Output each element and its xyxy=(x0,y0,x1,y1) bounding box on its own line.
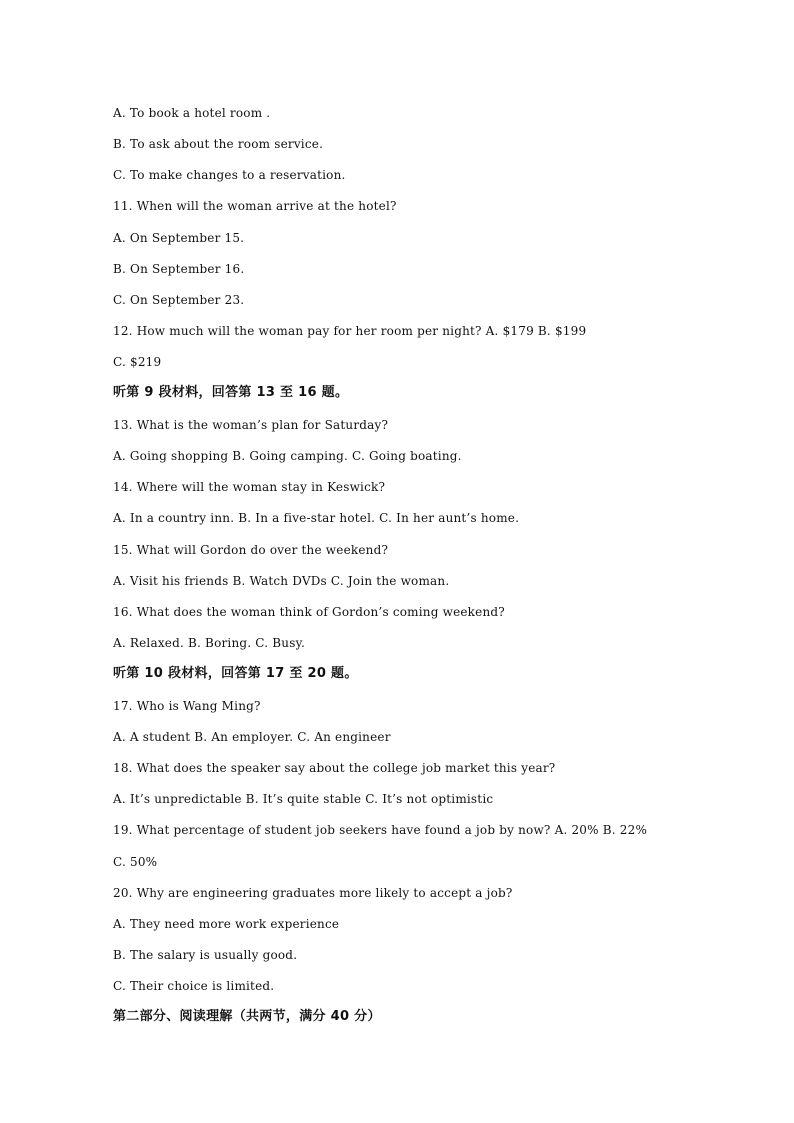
option-c-q20: C. Their choice is limited. xyxy=(113,979,275,993)
question-16: 16. What does the woman think of Gordon’s coming weekend? xyxy=(113,605,505,619)
part-two-heading: 第二部分、阅读理解（共两节，满分 40 分） xyxy=(113,1009,381,1024)
options-q16: A. Relaxed. B. Boring. C. Busy. xyxy=(113,636,305,650)
options-q18: A. It’s unpredictable B. It’s quite stable C. It’s not optimistic xyxy=(113,792,494,806)
question-20: 20. Why are engineering graduates more likely to accept a job? xyxy=(113,886,513,900)
option-b-q11: B. On September 16. xyxy=(113,262,245,276)
question-18: 18. What does the speaker say about the college job market this year? xyxy=(113,761,556,775)
option-c-q12: C. $219 xyxy=(113,355,162,369)
question-11: 11. When will the woman arrive at the hotel? xyxy=(113,199,397,213)
option-a-q11: A. On September 15. xyxy=(113,231,245,245)
option-c-q19: C. 50% xyxy=(113,855,158,869)
question-12: 12. How much will the woman pay for her room per night? A. $179 B. $199 xyxy=(113,324,587,338)
question-15: 15. What will Gordon do over the weekend? xyxy=(113,543,389,557)
option-b-q10: B. To ask about the room service. xyxy=(113,137,324,151)
option-c-q11: C. On September 23. xyxy=(113,293,245,307)
options-q13: A. Going shopping B. Going camping. C. Going boating. xyxy=(113,449,462,463)
option-c-q10: C. To make changes to a reservation. xyxy=(113,168,346,182)
section-heading-material-9: 听第 9 段材料，回答第 13 至 16 题。 xyxy=(113,385,349,400)
options-q17: A. A student B. An employer. C. An engineer xyxy=(113,730,391,744)
question-13: 13. What is the woman’s plan for Saturday? xyxy=(113,418,389,432)
options-q14: A. In a country inn. B. In a five-star hotel. C. In her aunt’s home. xyxy=(113,511,520,525)
question-17: 17. Who is Wang Ming? xyxy=(113,699,261,713)
option-b-q20: B. The salary is usually good. xyxy=(113,948,298,962)
option-a-q20: A. They need more work experience xyxy=(113,917,340,931)
options-q15: A. Visit his friends B. Watch DVDs C. Join the woman. xyxy=(113,574,450,588)
option-a-q10: A. To book a hotel room . xyxy=(113,106,271,120)
section-heading-material-10: 听第 10 段材料，回答第 17 至 20 题。 xyxy=(113,666,358,681)
question-19: 19. What percentage of student job seekers have found a job by now? A. 20% B. 22% xyxy=(113,823,648,837)
question-14: 14. Where will the woman stay in Keswick? xyxy=(113,480,386,494)
